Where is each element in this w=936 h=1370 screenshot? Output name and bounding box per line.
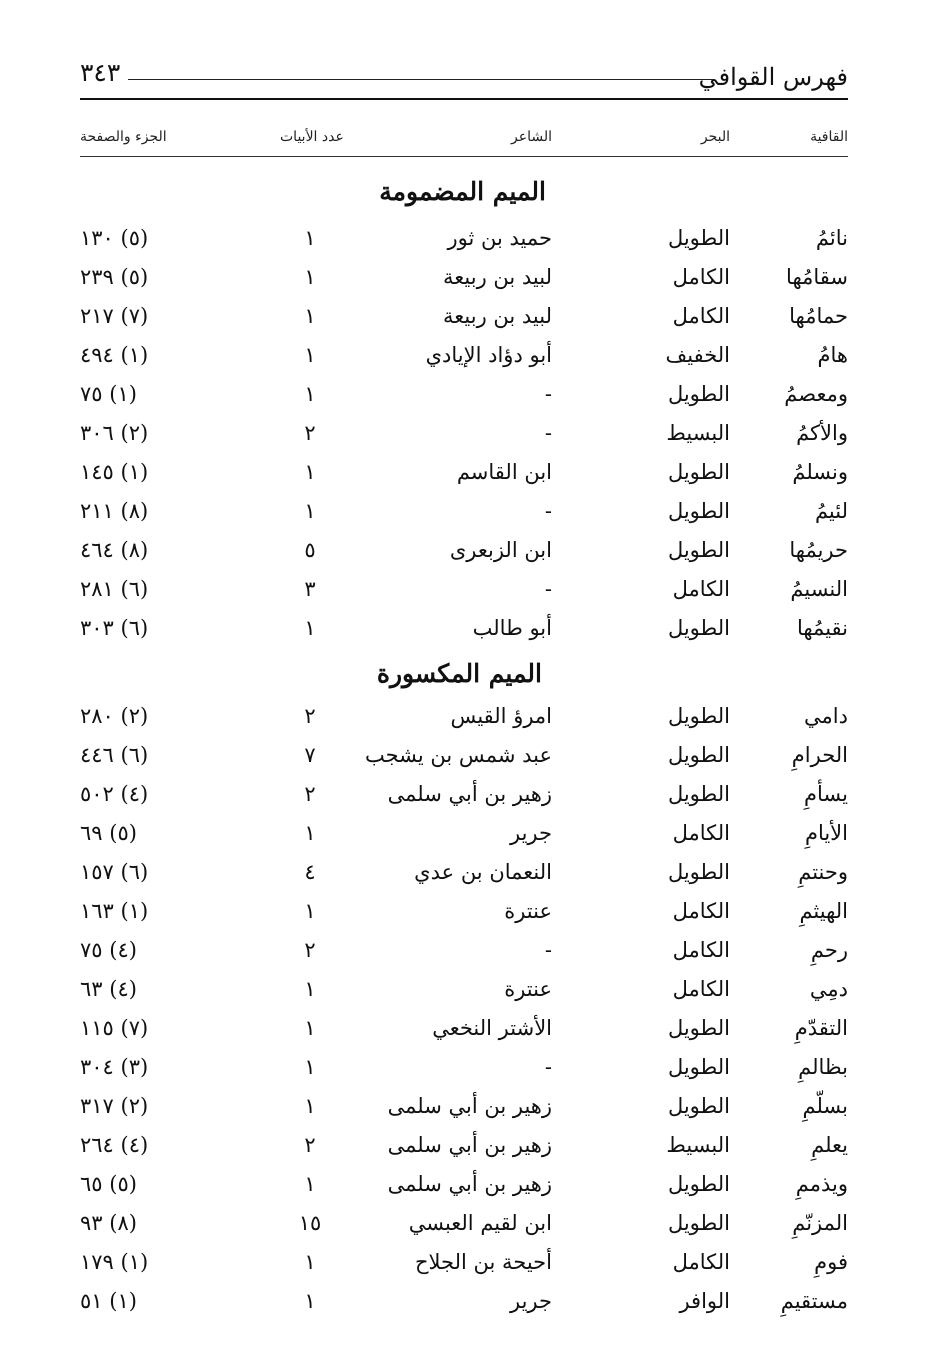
- index-row: [0, 1165, 936, 1203]
- poet: امرؤ القيس: [450, 704, 552, 728]
- rhyme-word: التقدّمِ: [794, 1016, 848, 1040]
- verse-count: ٤: [304, 860, 316, 884]
- verse-count: ١: [304, 460, 316, 484]
- index-row: [0, 219, 936, 257]
- volume-page-ref: (٥) ٢٣٩: [80, 265, 149, 289]
- volume-page-ref: (١) ٤٩٤: [80, 343, 149, 367]
- meter: البسيط: [666, 1133, 730, 1157]
- volume-page-ref: (٧) ٢١٧: [80, 304, 149, 328]
- verse-count: ١: [304, 265, 316, 289]
- rhyme-word: فومِ: [814, 1250, 848, 1274]
- verse-count: ٣: [304, 577, 316, 601]
- meter: الكامل: [672, 1250, 730, 1274]
- meter: الطويل: [667, 499, 730, 523]
- meter: الوافر: [679, 1289, 730, 1313]
- meter: الطويل: [667, 226, 730, 250]
- section-title: الميم المكسورة: [376, 659, 542, 688]
- poet: أحيحة بن الجلاح: [414, 1250, 552, 1274]
- poet: عبد شمس بن يشجب: [364, 743, 552, 767]
- poet: جرير: [510, 821, 552, 845]
- index-row: [0, 1126, 936, 1164]
- header-divider: [80, 98, 848, 100]
- meter: الطويل: [667, 860, 730, 884]
- verse-count: ١: [304, 382, 316, 406]
- volume-page-ref: (٢) ٢٨٠: [80, 704, 149, 728]
- rhyme-word: مستقيمِ: [780, 1289, 848, 1313]
- column-header-shaer: الشاعر: [511, 129, 552, 145]
- column-header-qafiya: القافية: [810, 129, 848, 145]
- volume-page-ref: (٦) ١٥٧: [80, 860, 149, 884]
- page-number: ٣٤٣: [80, 58, 121, 87]
- verse-count: ١: [304, 226, 316, 250]
- meter: الكامل: [672, 899, 730, 923]
- poet: أبو دؤاد الإيادي: [425, 343, 552, 367]
- index-row: [0, 453, 936, 491]
- index-row: [0, 1048, 936, 1086]
- rhyme-word: حريمُها: [789, 538, 848, 562]
- index-row: [0, 492, 936, 530]
- verse-count: ٧: [304, 743, 316, 767]
- verse-count: ١: [304, 499, 316, 523]
- volume-page-ref: (١) ١٦٣: [80, 899, 149, 923]
- poet: جرير: [510, 1289, 552, 1313]
- poet: -: [544, 1055, 552, 1079]
- poet: لبيد بن ربيعة: [443, 304, 552, 328]
- volume-page-ref: (٤) ٦٣: [80, 977, 137, 1001]
- meter: الكامل: [672, 977, 730, 1001]
- rhyme-word: ومعصمُ: [784, 382, 848, 406]
- index-row: [0, 1243, 936, 1281]
- rhyme-word: يعلمِ: [811, 1133, 848, 1157]
- meter: الطويل: [667, 538, 730, 562]
- meter: الكامل: [672, 938, 730, 962]
- index-row: [0, 775, 936, 813]
- index-row: [0, 609, 936, 647]
- volume-page-ref: (٦) ٣٠٣: [80, 616, 149, 640]
- volume-page-ref: (١) ٥١: [80, 1289, 137, 1313]
- rhyme-word: ونسلمُ: [792, 460, 848, 484]
- volume-page-ref: (٢) ٣٠٦: [80, 421, 149, 445]
- index-row: [0, 336, 936, 374]
- verse-count: ١: [304, 1016, 316, 1040]
- poet: -: [544, 382, 552, 406]
- meter: الطويل: [667, 1055, 730, 1079]
- rhyme-word: بظالمِ: [798, 1055, 848, 1079]
- poet: ابن الزبعرى: [449, 538, 552, 562]
- index-row: [0, 570, 936, 608]
- verse-count: ١: [304, 1055, 316, 1079]
- rhyme-word: ويذممِ: [795, 1172, 848, 1196]
- verse-count: ١: [304, 616, 316, 640]
- verse-count: ١: [304, 1250, 316, 1274]
- poet: لبيد بن ربيعة: [443, 265, 552, 289]
- volume-page-ref: (٢) ٣١٧: [80, 1094, 149, 1118]
- meter: الكامل: [672, 821, 730, 845]
- meter: الطويل: [667, 382, 730, 406]
- poet: زهير بن أبي سلمى: [387, 782, 552, 806]
- poet: -: [544, 938, 552, 962]
- poet: زهير بن أبي سلمى: [387, 1172, 552, 1196]
- rhyme-word: النسيمُ: [790, 577, 848, 601]
- meter: الطويل: [667, 460, 730, 484]
- index-row: [0, 892, 936, 930]
- verse-count: ١: [304, 343, 316, 367]
- volume-page-ref: (٦) ٢٨١: [80, 577, 149, 601]
- rhyme-word: حمامُها: [789, 304, 848, 328]
- meter: الخفيف: [665, 343, 730, 367]
- verse-count: ١: [304, 899, 316, 923]
- rhyme-word: وحنتمِ: [798, 860, 848, 884]
- volume-page-ref: (٣) ٣٠٤: [80, 1055, 149, 1079]
- column-header-count: عدد الأبيات: [280, 129, 344, 145]
- volume-page-ref: (٦) ٤٤٦: [80, 743, 149, 767]
- volume-page-ref: (٤) ٥٠٢: [80, 782, 149, 806]
- index-row: [0, 970, 936, 1008]
- verse-count: ٢: [304, 421, 316, 445]
- verse-count: ٢: [304, 782, 316, 806]
- verse-count: ٥: [304, 538, 316, 562]
- poet: ابن لقيم العبسي: [408, 1211, 552, 1235]
- volume-page-ref: (١) ١٧٩: [80, 1250, 149, 1274]
- poet: عنترة: [504, 977, 552, 1001]
- rhyme-word: لئيمُ: [814, 499, 848, 523]
- index-row: [0, 931, 936, 969]
- poet: النعمان بن عدي: [414, 860, 552, 884]
- meter: الطويل: [667, 1172, 730, 1196]
- rhyme-word: والأكمُ: [796, 421, 848, 445]
- meter: الطويل: [667, 1016, 730, 1040]
- rhyme-word: الحرامِ: [791, 743, 848, 767]
- index-row: [0, 1282, 936, 1320]
- rhyme-word: الهيثمِ: [799, 899, 848, 923]
- meter: الطويل: [667, 616, 730, 640]
- section-title: الميم المضمومة: [379, 177, 546, 206]
- index-row: [0, 1204, 936, 1242]
- meter: الطويل: [667, 704, 730, 728]
- poet: زهير بن أبي سلمى: [387, 1094, 552, 1118]
- volume-page-ref: (٥) ٦٩: [80, 821, 137, 845]
- poet: الأشتر النخعي: [432, 1016, 552, 1040]
- verse-count: ١: [304, 304, 316, 328]
- rhyme-word: المزنّمِ: [792, 1211, 848, 1235]
- column-header-rule: [80, 156, 848, 157]
- header-rule: [128, 79, 714, 80]
- rhyme-word: نقيمُها: [796, 616, 848, 640]
- meter: الكامل: [672, 304, 730, 328]
- rhyme-word: رحمِ: [810, 938, 848, 962]
- poet: -: [544, 421, 552, 445]
- poet: -: [544, 499, 552, 523]
- poet: أبو طالب: [472, 616, 552, 640]
- volume-page-ref: (١) ٧٥: [80, 382, 137, 406]
- volume-page-ref: (٤) ٧٥: [80, 938, 137, 962]
- index-row: [0, 814, 936, 852]
- volume-page-ref: (٥) ٦٥: [80, 1172, 137, 1196]
- poet: ابن القاسم: [456, 460, 552, 484]
- verse-count: ١: [304, 1172, 316, 1196]
- rhyme-word: سقامُها: [786, 265, 848, 289]
- running-title: فهرس القوافي: [698, 63, 848, 91]
- volume-page-ref: (٥) ١٣٠: [80, 226, 149, 250]
- index-row: [0, 1009, 936, 1047]
- rhyme-word: دمِي: [809, 977, 848, 1001]
- rhyme-word: هامُ: [817, 343, 848, 367]
- poet: عنترة: [504, 899, 552, 923]
- meter: الطويل: [667, 1094, 730, 1118]
- index-row: [0, 1087, 936, 1125]
- verse-count: ١: [304, 821, 316, 845]
- meter: الطويل: [667, 1211, 730, 1235]
- verse-count: ٢: [304, 938, 316, 962]
- meter: البسيط: [666, 421, 730, 445]
- verse-count: ١: [304, 977, 316, 1001]
- index-row: [0, 697, 936, 735]
- verse-count: ٢: [304, 1133, 316, 1157]
- verse-count: ١: [304, 1094, 316, 1118]
- meter: الكامل: [672, 577, 730, 601]
- rhyme-word: بسلّمِ: [802, 1094, 848, 1118]
- verse-count: ١: [304, 1289, 316, 1313]
- poet: زهير بن أبي سلمى: [387, 1133, 552, 1157]
- rhyme-word: نائمُ: [815, 226, 848, 250]
- volume-page-ref: (٨) ٢١١: [80, 499, 149, 523]
- verse-count: ١٥: [298, 1211, 322, 1235]
- volume-page-ref: (٨) ٩٣: [80, 1211, 137, 1235]
- rhyme-word: يسأمِ: [804, 782, 848, 806]
- index-row: [0, 414, 936, 452]
- meter: الطويل: [667, 743, 730, 767]
- volume-page-ref: (٤) ٢٦٤: [80, 1133, 149, 1157]
- index-row: [0, 736, 936, 774]
- index-row: [0, 375, 936, 413]
- volume-page-ref: (٨) ٤٦٤: [80, 538, 149, 562]
- column-header-bahr: البحر: [700, 129, 730, 145]
- meter: الطويل: [667, 782, 730, 806]
- column-header-ref: الجزء والصفحة: [80, 129, 167, 145]
- meter: الكامل: [672, 265, 730, 289]
- index-row: [0, 297, 936, 335]
- volume-page-ref: (١) ١٤٥: [80, 460, 149, 484]
- index-row: [0, 258, 936, 296]
- rhyme-word: الأيامِ: [804, 821, 848, 845]
- rhyme-word: دامي: [804, 704, 848, 728]
- poet: حميد بن ثور: [447, 226, 552, 250]
- index-row: [0, 531, 936, 569]
- index-row: [0, 853, 936, 891]
- verse-count: ٢: [304, 704, 316, 728]
- volume-page-ref: (٧) ١١٥: [80, 1016, 149, 1040]
- poet: -: [544, 577, 552, 601]
